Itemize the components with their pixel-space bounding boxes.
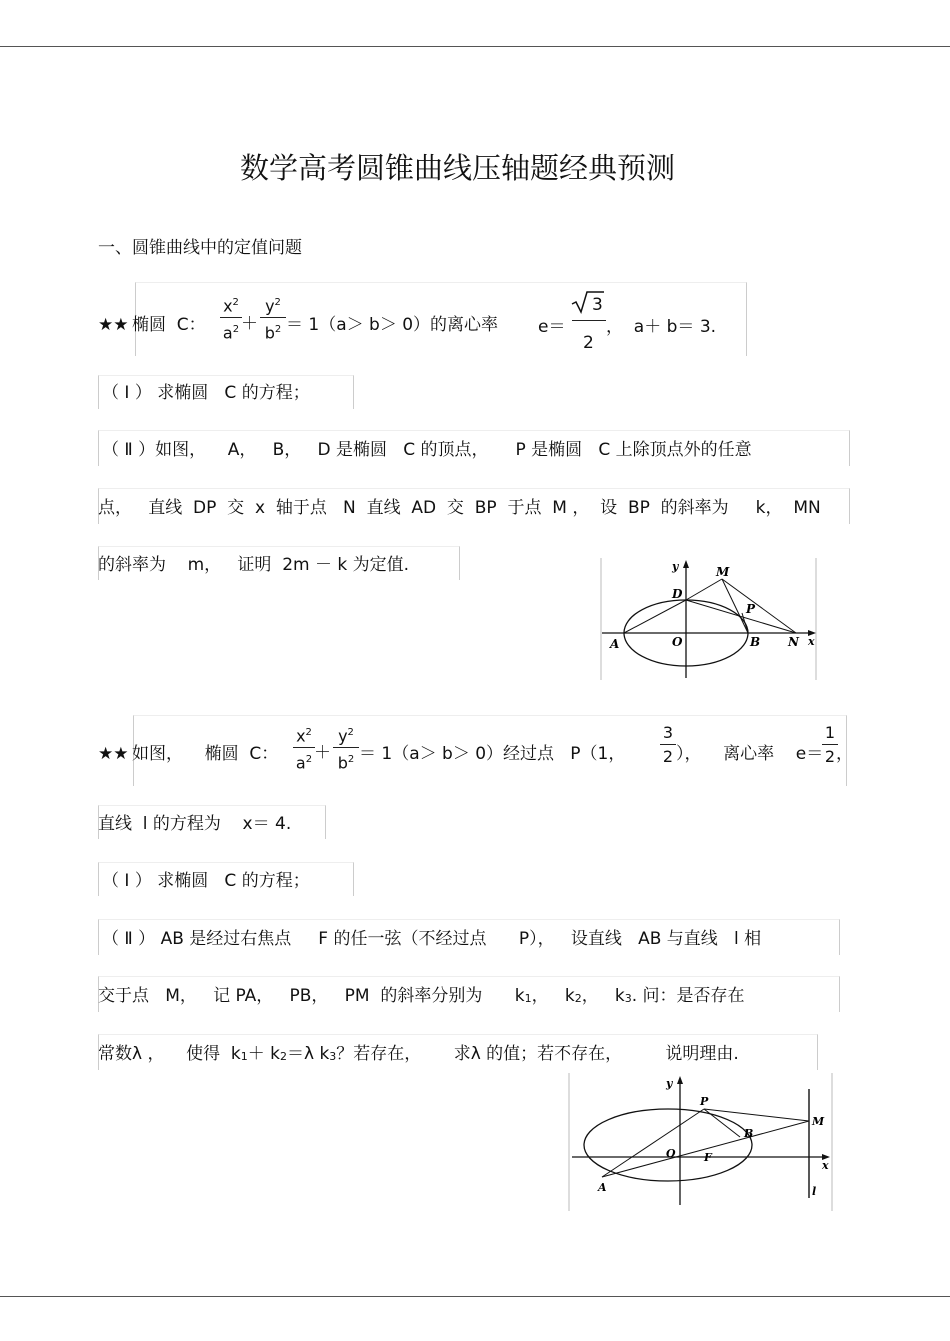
fig2-label-F: F bbox=[704, 1151, 712, 1164]
fig2-label-l: l bbox=[812, 1185, 817, 1198]
problem2-line-l: 直线 l 的方程为 x＝ 4. bbox=[98, 814, 292, 834]
equation-condition: ＝ 1（a＞ b＞ 0）经过点 P（1， bbox=[359, 744, 626, 764]
problem2-part2-line2: 交于点 M， 记 PA， PB， PM 的斜率分别为 k1， k2， k3. 问：是否存在 bbox=[98, 986, 745, 1006]
fig2-line-AM bbox=[602, 1121, 809, 1177]
fig1-label-x: x bbox=[808, 635, 815, 648]
problem1-lead: 椭圆 C： bbox=[132, 315, 206, 335]
equation-condition: ＝ 1（a＞ b＞ 0）的离心率 bbox=[286, 315, 499, 335]
fig1-label-D: D bbox=[672, 587, 683, 601]
problem2-stars: ★★ bbox=[98, 744, 129, 764]
problem1-part1: （ Ⅰ ） 求椭圆 C 的方程； bbox=[102, 383, 310, 403]
problem2-part1: （ Ⅰ ） 求椭圆 C 的方程； bbox=[102, 871, 310, 891]
fig1-label-B: B bbox=[750, 635, 761, 649]
fig2-label-B: B bbox=[744, 1127, 754, 1140]
fig1-label-P: P bbox=[746, 602, 756, 616]
fig1-line-MN bbox=[722, 579, 796, 633]
fraction-bar bbox=[572, 320, 606, 321]
problem2-part2-line1: （ Ⅱ ） AB 是经过右焦点 F 的任一弦（不经过点 P）， 设直线 AB 与直线 l 相 bbox=[102, 929, 762, 949]
figure2-ellipse-diagram bbox=[568, 1073, 834, 1211]
fraction-x2-a2: $\frac{x^2}{a^2}$ bbox=[220, 294, 242, 343]
fig1-line-MB bbox=[722, 579, 748, 633]
fraction-y2-b2: $\frac{y^2}{b^2}$ bbox=[333, 724, 359, 773]
fraction-x2-a2: $\frac{x^2}{a^2}$ bbox=[293, 724, 315, 773]
fig2-label-P: P bbox=[700, 1095, 709, 1108]
top-rule bbox=[0, 46, 950, 47]
problem1-part2-line3: 的斜率为 m， 证明 2m － k 为定值. bbox=[98, 555, 410, 575]
problem1-tail: ， a＋ b＝ 3. bbox=[606, 317, 717, 337]
figure1-ellipse-diagram bbox=[600, 558, 818, 680]
fig1-label-O: O bbox=[672, 635, 683, 649]
fig1-label-N: N bbox=[788, 635, 799, 649]
fig2-ellipse bbox=[584, 1109, 752, 1181]
bottom-rule bbox=[0, 1296, 950, 1297]
fig2-label-x: x bbox=[822, 1159, 829, 1172]
fig2-label-A: A bbox=[598, 1181, 607, 1194]
problem1-part2-line2: 点， 直线 DP 交 x 轴于点 N 直线 AD 交 BP 于点 M ， 设 BP 的斜率为 k， MN bbox=[98, 498, 821, 518]
problem2-lead: 如图， 椭圆 C： bbox=[132, 744, 279, 764]
fig1-line-DN bbox=[686, 600, 796, 633]
fig1-line-DM bbox=[686, 579, 722, 600]
fraction-1-2: $\frac{1}{2}$ bbox=[822, 724, 838, 766]
fraction-denominator: 2 bbox=[583, 333, 594, 353]
plus-sign: ＋ bbox=[241, 314, 258, 334]
fig2-label-O: O bbox=[666, 1147, 676, 1160]
fig2-line-PM bbox=[704, 1109, 809, 1121]
problem2-part2-line3: 常数λ ， 使得 k1＋ k2＝λ k3？若存在， 求λ 的值；若不存在， 说明理由. bbox=[98, 1044, 739, 1064]
problem1-part2-line1: （ Ⅱ ）如图， A， B， D 是椭圆 C 的顶点， P 是椭圆 C 上除顶点外的任意 bbox=[102, 440, 752, 460]
section-heading: 一、圆锥曲线中的定值问题 bbox=[98, 238, 302, 258]
fraction-3-2: $\frac{3}{2}$ bbox=[660, 724, 676, 766]
fig1-label-A: A bbox=[610, 637, 620, 651]
fig2-label-y: y bbox=[666, 1077, 673, 1090]
problem1-stars: ★★ bbox=[98, 315, 129, 335]
comma: ， bbox=[836, 744, 853, 764]
fig2-line-PA bbox=[602, 1109, 704, 1177]
fig2-label-M: M bbox=[812, 1115, 825, 1128]
eccentricity-label: e＝ bbox=[538, 317, 566, 337]
fraction-y2-b2: $\frac{y^2}{b^2}$ bbox=[260, 294, 286, 343]
plus-sign: ＋ bbox=[314, 743, 331, 763]
fig1-label-M: M bbox=[716, 565, 730, 579]
fig2-y-arrow bbox=[677, 1076, 683, 1084]
eccentricity-label: ）， 离心率 e＝ bbox=[676, 744, 824, 764]
fig1-y-arrow bbox=[683, 560, 689, 568]
page-title: 数学高考圆锥曲线压轴题经典预测 bbox=[239, 151, 675, 185]
sqrt-radicand: 3 bbox=[592, 295, 603, 315]
fig1-label-y: y bbox=[672, 560, 679, 573]
